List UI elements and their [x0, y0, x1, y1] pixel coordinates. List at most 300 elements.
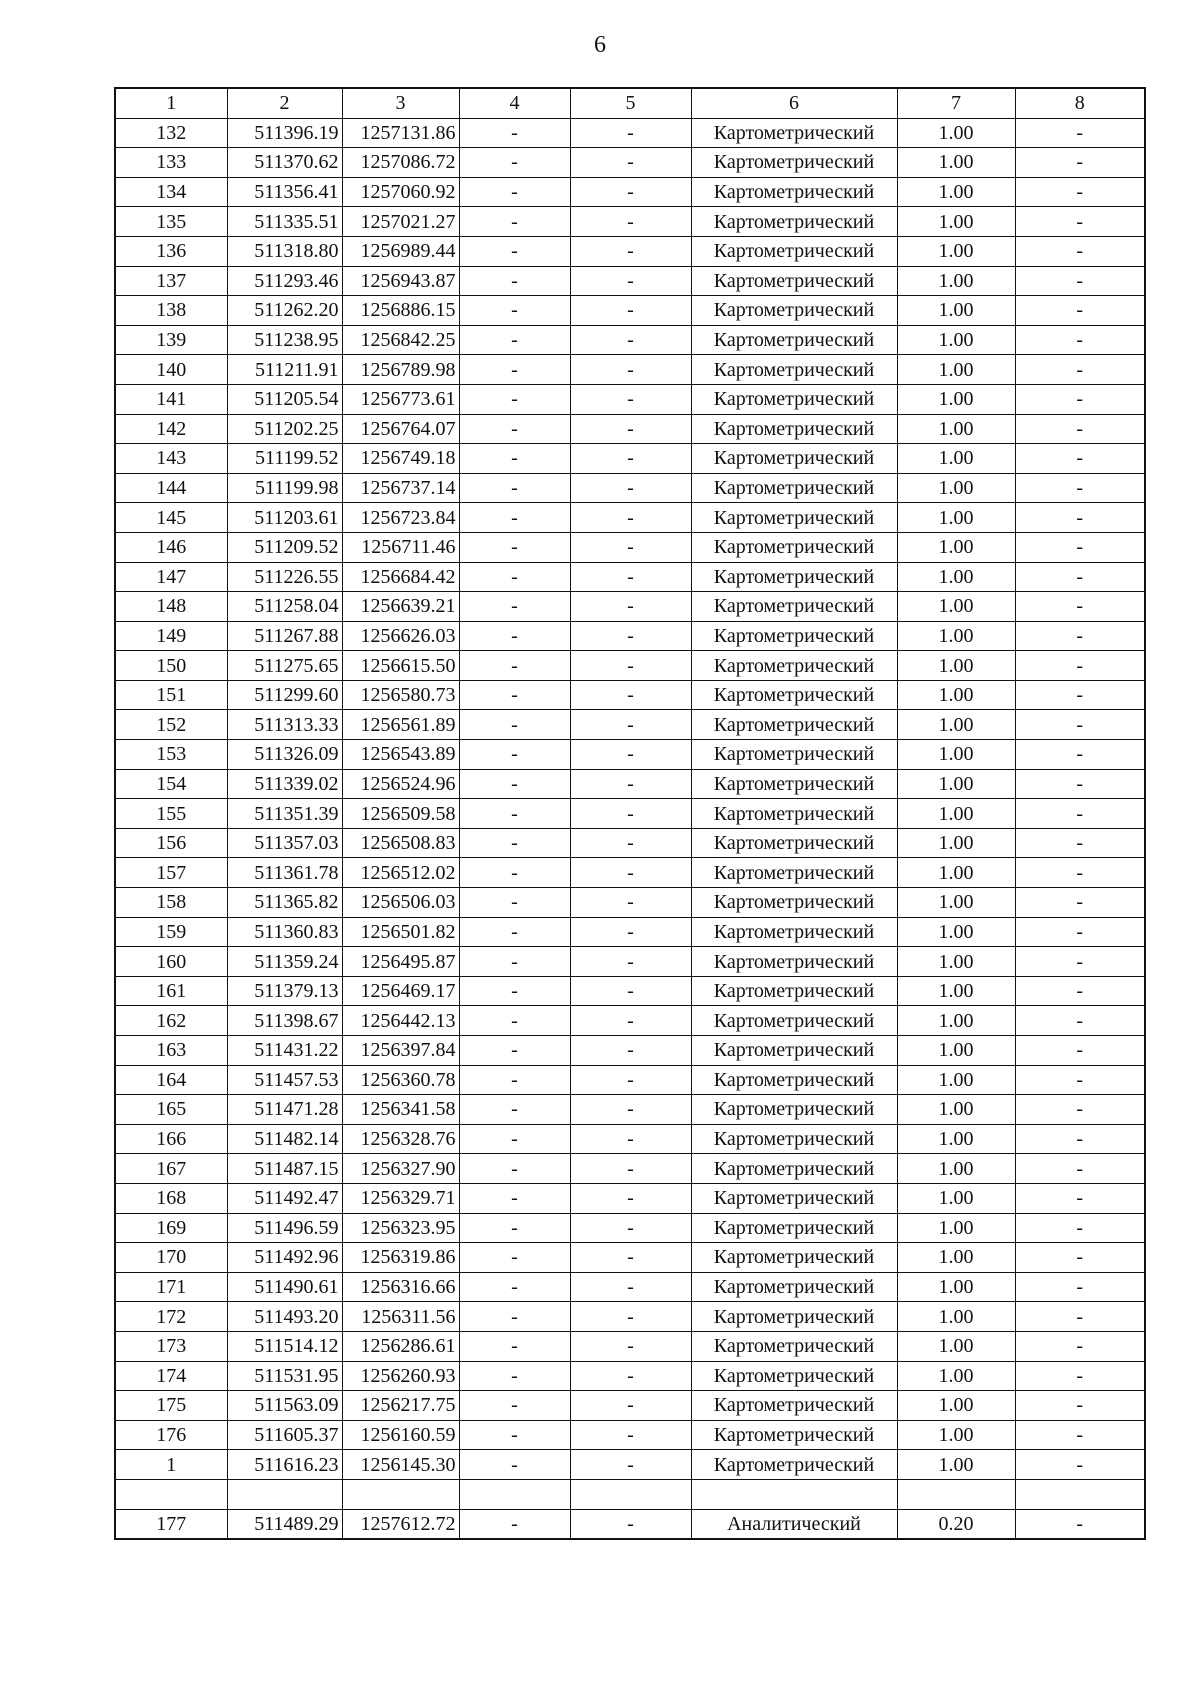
page-number: 6: [594, 32, 606, 58]
table-cell: 172: [115, 1302, 227, 1332]
table-cell: 155: [115, 799, 227, 829]
table-cell: 1257021.27: [342, 207, 459, 237]
table-cell: 158: [115, 888, 227, 918]
table-cell: -: [459, 236, 570, 266]
table-cell: -: [459, 1065, 570, 1095]
table-cell: 1256341.58: [342, 1095, 459, 1125]
table-cell: -: [1015, 651, 1145, 681]
table-cell: 1.00: [897, 1272, 1015, 1302]
table-row: [115, 1509, 1145, 1539]
table-cell: -: [1015, 621, 1145, 651]
table-cell: 154: [115, 769, 227, 799]
table-cell: 167: [115, 1154, 227, 1184]
table-cell: Картометрический: [691, 799, 897, 829]
table-cell: 511365.82: [227, 888, 342, 918]
table-cell: 1.00: [897, 740, 1015, 770]
table-cell: Картометрический: [691, 917, 897, 947]
table-cell: 163: [115, 1036, 227, 1066]
table-row: [115, 266, 1145, 296]
table-cell: -: [459, 858, 570, 888]
table-cell: 1257131.86: [342, 118, 459, 148]
table-cell: -: [459, 148, 570, 178]
table-cell: 175: [115, 1391, 227, 1421]
table-cell: Картометрический: [691, 1213, 897, 1243]
table-cell: -: [459, 1006, 570, 1036]
column-header-7: 7: [897, 88, 1015, 118]
table-cell: 151: [115, 680, 227, 710]
table-cell: Картометрический: [691, 1272, 897, 1302]
table-cell: -: [459, 1036, 570, 1066]
table-cell: -: [459, 355, 570, 385]
table-cell: 1256506.03: [342, 888, 459, 918]
table-cell: 133: [115, 148, 227, 178]
table-cell: -: [1015, 384, 1145, 414]
table-cell: 1257612.72: [342, 1509, 459, 1539]
table-cell: 1257086.72: [342, 148, 459, 178]
table-cell: 1256319.86: [342, 1243, 459, 1273]
table-cell: -: [1015, 1006, 1145, 1036]
table-cell: 1.00: [897, 1391, 1015, 1421]
table-cell: 511313.33: [227, 710, 342, 740]
table-cell: 1.00: [897, 1154, 1015, 1184]
table-cell: -: [459, 592, 570, 622]
table-cell: 165: [115, 1095, 227, 1125]
table-cell: -: [459, 799, 570, 829]
table-cell: -: [459, 621, 570, 651]
table-cell: 511492.47: [227, 1183, 342, 1213]
table-cell: 164: [115, 1065, 227, 1095]
table-cell: -: [1015, 1213, 1145, 1243]
table-cell: -: [459, 828, 570, 858]
table-cell: -: [1015, 1272, 1145, 1302]
table-row: [115, 473, 1145, 503]
table-cell: 1256749.18: [342, 444, 459, 474]
table-cell: 145: [115, 503, 227, 533]
table-cell: -: [570, 799, 691, 829]
table-cell: -: [459, 118, 570, 148]
table-row: [115, 503, 1145, 533]
table-cell: 1.00: [897, 621, 1015, 651]
table-cell: -: [570, 1450, 691, 1480]
table-row: [115, 828, 1145, 858]
table-cell: 170: [115, 1243, 227, 1273]
table-cell: 1256508.83: [342, 828, 459, 858]
table-cell: 162: [115, 1006, 227, 1036]
table-cell: 1256684.42: [342, 562, 459, 592]
table-cell: 135: [115, 207, 227, 237]
table-cell: Картометрический: [691, 592, 897, 622]
table-cell: Картометрический: [691, 769, 897, 799]
table-cell: -: [1015, 1036, 1145, 1066]
table-cell: 1256842.25: [342, 325, 459, 355]
table-cell: 1256260.93: [342, 1361, 459, 1391]
table-cell: -: [570, 710, 691, 740]
table-cell: -: [1015, 325, 1145, 355]
table-cell: -: [1015, 799, 1145, 829]
table-cell: 1256773.61: [342, 384, 459, 414]
table-cell: 1.00: [897, 769, 1015, 799]
table-cell: 1256561.89: [342, 710, 459, 740]
table-cell: -: [570, 532, 691, 562]
table-cell: -: [570, 355, 691, 385]
table-cell: 1.00: [897, 1450, 1015, 1480]
table-cell: Картометрический: [691, 740, 897, 770]
table-cell: -: [459, 1450, 570, 1480]
table-row: [115, 414, 1145, 444]
table-cell: [115, 1479, 227, 1509]
table-cell: -: [459, 976, 570, 1006]
table-cell: Картометрический: [691, 1450, 897, 1480]
table-cell: 511531.95: [227, 1361, 342, 1391]
table-cell: -: [459, 325, 570, 355]
table-cell: Картометрический: [691, 266, 897, 296]
table-cell: 511209.52: [227, 532, 342, 562]
table-cell: -: [1015, 917, 1145, 947]
table-cell: -: [570, 148, 691, 178]
table-cell: 1.00: [897, 414, 1015, 444]
table-cell: [342, 1479, 459, 1509]
table-cell: 1256639.21: [342, 592, 459, 622]
table-row: [115, 1272, 1145, 1302]
table-cell: 134: [115, 177, 227, 207]
table-cell: Картометрический: [691, 296, 897, 326]
table-cell: 1.00: [897, 148, 1015, 178]
table-cell: Картометрический: [691, 118, 897, 148]
table-cell: 511275.65: [227, 651, 342, 681]
table-cell: Картометрический: [691, 355, 897, 385]
table-cell: Картометрический: [691, 680, 897, 710]
table-cell: 1256442.13: [342, 1006, 459, 1036]
table-cell: -: [1015, 266, 1145, 296]
table-cell: -: [570, 562, 691, 592]
table-row: [115, 769, 1145, 799]
table-cell: Картометрический: [691, 562, 897, 592]
table-cell: 511211.91: [227, 355, 342, 385]
table-cell: -: [570, 296, 691, 326]
table-cell: Картометрический: [691, 444, 897, 474]
table-cell: 511299.60: [227, 680, 342, 710]
table-cell: -: [570, 207, 691, 237]
table-cell: -: [459, 503, 570, 533]
table-cell: 146: [115, 532, 227, 562]
table-cell: -: [459, 296, 570, 326]
table-row: [115, 384, 1145, 414]
table-cell: 1256327.90: [342, 1154, 459, 1184]
table-cell: -: [459, 384, 570, 414]
table-cell: Картометрический: [691, 888, 897, 918]
table-cell: -: [570, 177, 691, 207]
table-cell: -: [459, 651, 570, 681]
table-cell: -: [570, 651, 691, 681]
table-cell: 1.00: [897, 1213, 1015, 1243]
table-cell: -: [1015, 710, 1145, 740]
table-cell: 511360.83: [227, 917, 342, 947]
table-cell: 143: [115, 444, 227, 474]
table-cell: 511226.55: [227, 562, 342, 592]
table-cell: 1.00: [897, 710, 1015, 740]
table-cell: Картометрический: [691, 1124, 897, 1154]
table-row: [115, 1243, 1145, 1273]
table-cell: -: [459, 1331, 570, 1361]
table-cell: 511616.23: [227, 1450, 342, 1480]
table-cell: [459, 1479, 570, 1509]
table-cell: -: [570, 1302, 691, 1332]
table-cell: -: [570, 1391, 691, 1421]
table-cell: 1.00: [897, 384, 1015, 414]
table-cell: Картометрический: [691, 1361, 897, 1391]
table-cell: -: [459, 532, 570, 562]
table-cell: 156: [115, 828, 227, 858]
table-cell: 0.20: [897, 1509, 1015, 1539]
table-cell: -: [459, 207, 570, 237]
table-cell: Картометрический: [691, 1095, 897, 1125]
table-cell: 511370.62: [227, 148, 342, 178]
table-cell: 511199.98: [227, 473, 342, 503]
table-cell: 152: [115, 710, 227, 740]
table-cell: -: [1015, 1065, 1145, 1095]
table-cell: 1256737.14: [342, 473, 459, 503]
table-cell: -: [1015, 976, 1145, 1006]
table-cell: 1256886.15: [342, 296, 459, 326]
table-cell: 1256943.87: [342, 266, 459, 296]
table-cell: Картометрический: [691, 1006, 897, 1036]
table-cell: -: [1015, 236, 1145, 266]
table-cell: 1257060.92: [342, 177, 459, 207]
table-cell: -: [570, 858, 691, 888]
table-row: [115, 177, 1145, 207]
table-header-row: [115, 88, 1145, 118]
table-cell: Картометрический: [691, 828, 897, 858]
table-cell: Картометрический: [691, 148, 897, 178]
table-cell: 1256145.30: [342, 1450, 459, 1480]
table-cell: 511262.20: [227, 296, 342, 326]
table-cell: 159: [115, 917, 227, 947]
table-cell: -: [1015, 355, 1145, 385]
table-cell: [1015, 1479, 1145, 1509]
table-cell: 1256789.98: [342, 355, 459, 385]
table-cell: 1.00: [897, 888, 1015, 918]
table-cell: 177: [115, 1509, 227, 1539]
table-cell: -: [570, 1243, 691, 1273]
table-row: [115, 355, 1145, 385]
table-cell: -: [1015, 503, 1145, 533]
table-cell: 511205.54: [227, 384, 342, 414]
table-cell: 173: [115, 1331, 227, 1361]
table-cell: 141: [115, 384, 227, 414]
table-row: [115, 1183, 1145, 1213]
table-cell: 511487.15: [227, 1154, 342, 1184]
table-cell: Картометрический: [691, 1391, 897, 1421]
table-cell: Картометрический: [691, 177, 897, 207]
table-row: [115, 592, 1145, 622]
table-row: [115, 1095, 1145, 1125]
table-cell: -: [570, 444, 691, 474]
table-cell: -: [570, 325, 691, 355]
table-row: [115, 1479, 1145, 1509]
table-cell: 511361.78: [227, 858, 342, 888]
table-cell: Картометрический: [691, 858, 897, 888]
table-cell: 511563.09: [227, 1391, 342, 1421]
table-cell: 1.00: [897, 947, 1015, 977]
table-cell: -: [570, 384, 691, 414]
table-cell: Картометрический: [691, 1154, 897, 1184]
table-cell: -: [570, 947, 691, 977]
table-row: [115, 1036, 1145, 1066]
table-cell: 1.00: [897, 651, 1015, 681]
table-cell: 176: [115, 1420, 227, 1450]
table-cell: 511396.19: [227, 118, 342, 148]
table-cell: 157: [115, 858, 227, 888]
table-row: [115, 740, 1145, 770]
table-cell: -: [1015, 207, 1145, 237]
table-cell: 1.00: [897, 1331, 1015, 1361]
table-cell: 1256501.82: [342, 917, 459, 947]
table-cell: -: [459, 1095, 570, 1125]
table-cell: -: [570, 1183, 691, 1213]
table-cell: [227, 1479, 342, 1509]
table-row: [115, 917, 1145, 947]
table-row: [115, 207, 1145, 237]
table-cell: -: [570, 828, 691, 858]
table-cell: Картометрический: [691, 384, 897, 414]
table-cell: 1256160.59: [342, 1420, 459, 1450]
table-cell: Картометрический: [691, 1036, 897, 1066]
table-cell: -: [570, 1095, 691, 1125]
table-cell: 1.00: [897, 503, 1015, 533]
table-row: [115, 621, 1145, 651]
table-cell: 511351.39: [227, 799, 342, 829]
table-cell: [897, 1479, 1015, 1509]
column-header-6: 6: [691, 88, 897, 118]
table-cell: Аналитический: [691, 1509, 897, 1539]
table-cell: 1.00: [897, 266, 1015, 296]
table-cell: 511490.61: [227, 1272, 342, 1302]
table-cell: 1.00: [897, 532, 1015, 562]
table-cell: 136: [115, 236, 227, 266]
table-cell: -: [459, 444, 570, 474]
table-cell: 511293.46: [227, 266, 342, 296]
table-cell: 511457.53: [227, 1065, 342, 1095]
table-cell: 168: [115, 1183, 227, 1213]
table-cell: 511492.96: [227, 1243, 342, 1273]
table-cell: 511357.03: [227, 828, 342, 858]
table-cell: 1.00: [897, 976, 1015, 1006]
table-cell: -: [1015, 740, 1145, 770]
table-cell: 511482.14: [227, 1124, 342, 1154]
table-row: [115, 1213, 1145, 1243]
table-cell: -: [1015, 1331, 1145, 1361]
table-cell: 511431.22: [227, 1036, 342, 1066]
table-cell: 1.00: [897, 1420, 1015, 1450]
table-cell: 1.00: [897, 1302, 1015, 1332]
table-cell: 1256509.58: [342, 799, 459, 829]
table-row: [115, 1006, 1145, 1036]
table-row: [115, 651, 1145, 681]
table-cell: 1.00: [897, 858, 1015, 888]
table-cell: 144: [115, 473, 227, 503]
table-cell: 1.00: [897, 592, 1015, 622]
table-cell: 511496.59: [227, 1213, 342, 1243]
table-cell: -: [570, 118, 691, 148]
table-cell: Картометрический: [691, 236, 897, 266]
table-row: [115, 148, 1145, 178]
table-cell: Картометрический: [691, 947, 897, 977]
table-cell: -: [1015, 1361, 1145, 1391]
table-cell: Картометрический: [691, 1302, 897, 1332]
table-cell: -: [1015, 444, 1145, 474]
table-cell: Картометрический: [691, 651, 897, 681]
table-cell: 1.00: [897, 236, 1015, 266]
table-cell: 1.00: [897, 118, 1015, 148]
table-cell: Картометрический: [691, 1243, 897, 1273]
table-cell: 1256543.89: [342, 740, 459, 770]
table-cell: Картометрический: [691, 1420, 897, 1450]
table-cell: Картометрический: [691, 1331, 897, 1361]
table-cell: 511398.67: [227, 1006, 342, 1036]
table-cell: -: [459, 1272, 570, 1302]
table-cell: -: [1015, 858, 1145, 888]
table-cell: -: [570, 1213, 691, 1243]
table-cell: -: [459, 1154, 570, 1184]
table-cell: 511267.88: [227, 621, 342, 651]
table-cell: 1256360.78: [342, 1065, 459, 1095]
table-cell: 1256316.66: [342, 1272, 459, 1302]
table-cell: -: [1015, 1154, 1145, 1184]
table-cell: -: [570, 680, 691, 710]
table-cell: 1.00: [897, 296, 1015, 326]
table-cell: -: [459, 1391, 570, 1421]
table-cell: 511471.28: [227, 1095, 342, 1125]
table-cell: 160: [115, 947, 227, 977]
table-cell: 1.00: [897, 1243, 1015, 1273]
table-cell: 1256286.61: [342, 1331, 459, 1361]
table-cell: -: [459, 680, 570, 710]
table-cell: 1.00: [897, 680, 1015, 710]
table-cell: 1.00: [897, 207, 1015, 237]
column-header-4: 4: [459, 88, 570, 118]
table-cell: -: [1015, 769, 1145, 799]
table-cell: 1.00: [897, 562, 1015, 592]
table-cell: -: [1015, 118, 1145, 148]
table-cell: -: [570, 503, 691, 533]
table-cell: -: [1015, 562, 1145, 592]
table-cell: -: [570, 236, 691, 266]
column-header-5: 5: [570, 88, 691, 118]
table-cell: -: [1015, 1302, 1145, 1332]
table-cell: -: [459, 1183, 570, 1213]
table-row: [115, 532, 1145, 562]
table-cell: 166: [115, 1124, 227, 1154]
table-cell: 1256328.76: [342, 1124, 459, 1154]
table-cell: -: [1015, 1124, 1145, 1154]
table-cell: 511199.52: [227, 444, 342, 474]
table-cell: -: [1015, 1420, 1145, 1450]
table-cell: -: [459, 177, 570, 207]
table-cell: -: [1015, 1391, 1145, 1421]
table-cell: 511356.41: [227, 177, 342, 207]
table-cell: -: [459, 740, 570, 770]
table-cell: 1: [115, 1450, 227, 1480]
table-cell: 1.00: [897, 355, 1015, 385]
table-row: [115, 1302, 1145, 1332]
column-header-8: 8: [1015, 88, 1145, 118]
table-cell: 1256989.44: [342, 236, 459, 266]
table-row: [115, 296, 1145, 326]
table-cell: -: [1015, 1243, 1145, 1273]
table-cell: -: [570, 917, 691, 947]
table-cell: -: [570, 1036, 691, 1066]
table-cell: 138: [115, 296, 227, 326]
